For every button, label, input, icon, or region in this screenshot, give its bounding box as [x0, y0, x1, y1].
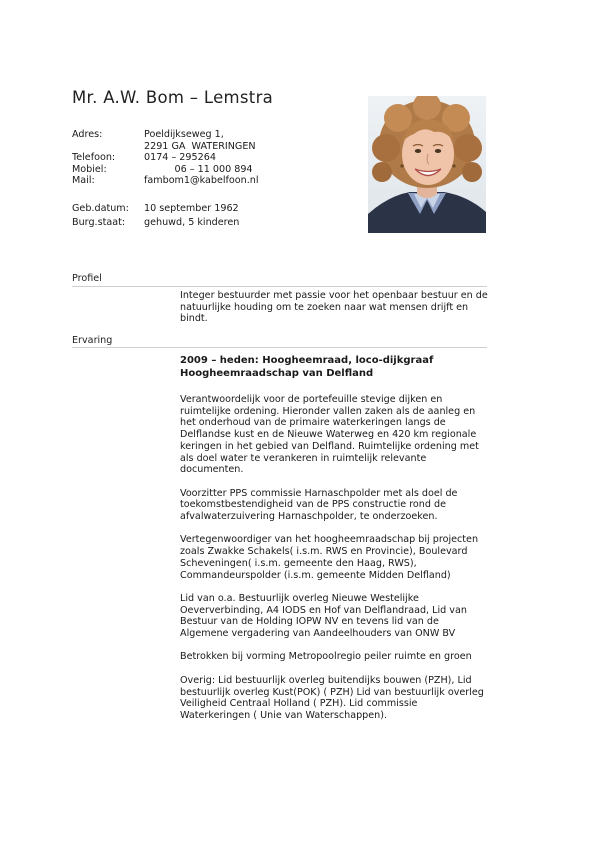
experience-paragraph: Vertegenwoordiger van het hoogheemraadschap bij projecten zoals Zwakke Schakels( i.s.m. RWS en Provincie), Boulevard Scheveningen( i.s.m. gemeente den Haag, RWS), Commandeurspolder (i.s.m. gemeente Midden Delfland) — [180, 534, 479, 581]
address-line2: 2291 GA WATERINGEN — [144, 140, 256, 152]
profile-body — [180, 290, 490, 337]
mail-row — [72, 175, 259, 187]
profile-section-label: Profiel — [72, 273, 102, 284]
phone-value: 0174 – 295264 — [144, 152, 216, 164]
profile-divider — [72, 286, 487, 287]
portrait-illustration — [368, 96, 486, 233]
birth-row — [72, 203, 259, 215]
address-row-2 — [72, 141, 259, 153]
person-name: Mr. A.W. Bom – Lemstra — [72, 88, 274, 107]
experience-body — [180, 354, 490, 733]
civil-label: Burg.staat: — [72, 217, 126, 229]
address-line1: Poeldijkseweg 1, — [144, 129, 224, 140]
civil-value: gehuwd, 5 kinderen — [144, 217, 240, 229]
experience-paragraph: Overig: Lid bestuurlijk overleg buitendijks bouwen (PZH), Lid bestuurlijk overleg Kust(POK) ( PZH) Lid van bestuurlijk overleg Veiligheid Centraal Holland ( PZH). Lid commissie Waterkeringen ( Unie van Waterschappen). — [180, 674, 484, 721]
mobile-value: 06 – 11 000 894 — [144, 163, 253, 175]
job-title-line-2: Hoogheemraadschap van Delfland — [180, 368, 374, 379]
phone-row — [72, 152, 259, 164]
mail-value: fambom1@kabelfoon.nl — [144, 175, 259, 187]
experience-divider — [72, 347, 487, 348]
portrait-photo — [368, 96, 486, 233]
birth-value: 10 september 1962 — [144, 203, 239, 215]
mobile-label: Mobiel: — [72, 163, 107, 175]
job-title-line-1: 2009 – heden: Hoogheemraad, loco-dijkgraaf — [180, 355, 434, 366]
phone-label: Telefoon: — [72, 152, 116, 164]
experience-paragraph: Verantwoordelijk voor de portefeuille stevige dijken en ruimtelijke ordening. Hieronder vallen zaken als de aanleg en het onderhoud van de primaire waterkeringen langs de Delflandse kust en de Nieuwe Waterweg en 420 km regionale keringen in het gebied van Delfland. Ruimtelijke ordening met als doel water te verankeren in ruimtelijk relevante documenten. — [180, 394, 479, 476]
civil-row — [72, 217, 259, 229]
mail-label: Mail: — [72, 175, 95, 187]
address-label: Adres: — [72, 129, 103, 140]
experience-section-label: Ervaring — [72, 335, 113, 346]
contact-block — [72, 129, 259, 229]
mobile-row — [72, 164, 259, 176]
profile-text: Integer bestuurder met passie voor het openbaar bestuur en de natuurlijke houding om te zoeken naar wat mensen drijft en bindt. — [180, 290, 488, 325]
birth-label: Geb.datum: — [72, 203, 129, 215]
address-row — [72, 129, 259, 141]
experience-paragraph: Voorzitter PPS commissie Harnaschpolder met als doel de toekomstbestendigheid van de PPS constructie rond de afvalwaterzuivering Harnaschpolder, te onderzoeken. — [180, 487, 458, 523]
experience-paragraph: Betrokken bij vorming Metropoolregio peiler ruimte en groen — [180, 651, 472, 663]
experience-paragraph: Lid van o.a. Bestuurlijk overleg Nieuwe Westelijke Oeververbinding, A4 IODS en Hof van Delflandraad, Lid van Bestuur van de Holding IOPW NV en tevens lid van de Algemene vergadering van Aandeelhouders van ONW BV — [180, 592, 467, 640]
job-title — [180, 354, 490, 380]
